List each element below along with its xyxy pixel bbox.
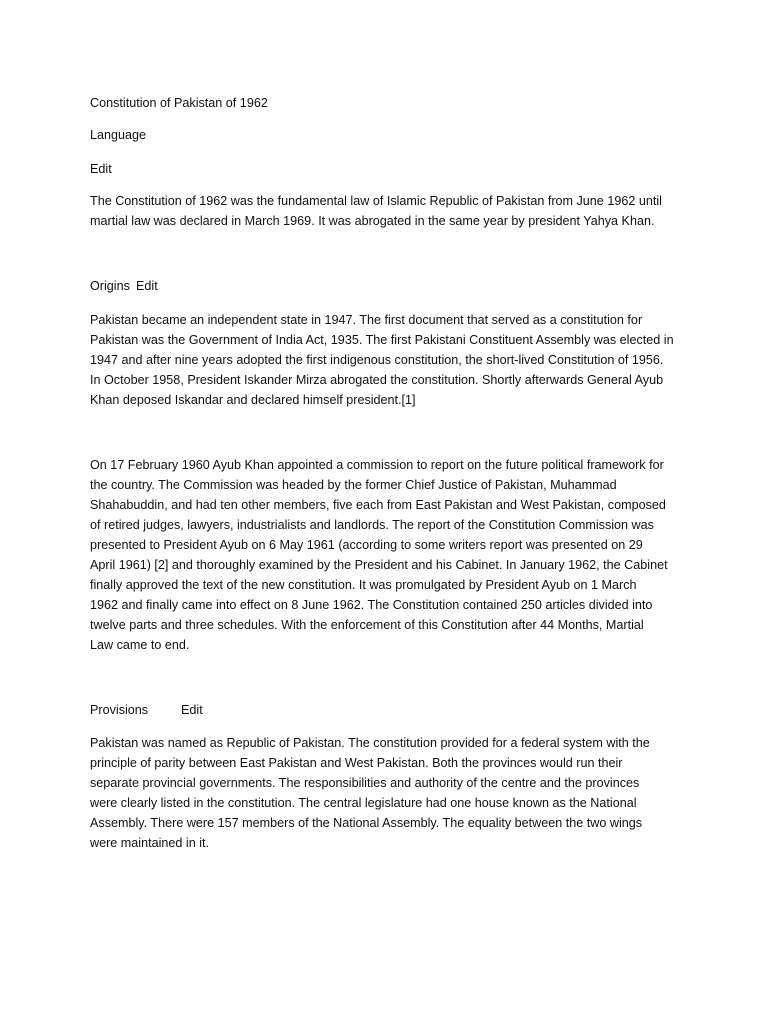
origins-p2-line: Shahabuddin, and had ten other members, five each from East Pakistan and West Pakistan, composed (90, 498, 666, 512)
origins-heading: Origins (90, 279, 130, 293)
origins-p2-line: Law came to end. (90, 638, 190, 652)
origins-p2-line: presented to President Ayub on 6 May 1961 (according to some writers report was presented on 29 (90, 538, 643, 552)
provisions-line: principle of parity between East Pakistan and West Pakistan. Both the provinces would run their (90, 756, 623, 770)
provisions-edit-link[interactable]: Edit (181, 703, 203, 717)
provisions-line: separate provincial governments. The responsibilities and authority of the centre and the provinces (90, 776, 640, 790)
intro-line: The Constitution of 1962 was the fundamental law of Islamic Republic of Pakistan from June 1962 until (90, 194, 662, 208)
origins-p2-line: April 1961) [2] and thoroughly examined by the President and his Cabinet. In January 1962, the Cabinet (90, 558, 668, 572)
origins-p2-line: 1962 and finally came into effect on 8 June 1962. The Constitution contained 250 articles divided into (90, 598, 653, 612)
origins-p2-line: of retired judges, lawyers, industrialists and landlords. The report of the Constitution Commission was (90, 518, 654, 532)
origins-p1-line: In October 1958, President Iskander Mirza abrogated the constitution. Shortly afterwards General Ayub (90, 373, 664, 387)
origins-heading-row (90, 276, 690, 296)
origins-p1-line: Pakistan became an independent state in 1947. The first document that served as a constitution for (90, 313, 643, 327)
origins-p1-line: 1947 and after nine years adopted the first indigenous constitution, the short-lived Constitution of 1956. (90, 353, 664, 367)
origins-p2-line: twelve parts and three schedules. With the enforcement of this Constitution after 44 Months, Martial (90, 618, 644, 632)
provisions-line: Pakistan was named as Republic of Pakistan. The constitution provided for a federal system with the (90, 736, 650, 750)
provisions-line: Assembly. There were 157 members of the National Assembly. The equality between the two wings (90, 816, 643, 830)
origins-edit-link[interactable]: Edit (136, 279, 158, 293)
provisions-heading: Provisions (90, 703, 149, 717)
provisions-heading-row (90, 700, 690, 720)
origins-p1-line: Pakistan was the Government of India Act, 1935. The first Pakistani Constituent Assembly was elected in (90, 333, 674, 347)
provisions-line: were clearly listed in the constitution. The central legislature had one house known as the National (90, 796, 637, 810)
provisions-line: were maintained in it. (90, 836, 210, 850)
origins-p2-line: On 17 February 1960 Ayub Khan appointed a commission to report on the future political framework for (90, 458, 664, 472)
origins-p2-line: the country. The Commission was headed by the former Chief Justice of Pakistan, Muhammad (90, 478, 617, 492)
document-title: Constitution of Pakistan of 1962 (90, 96, 268, 110)
origins-p2-line: finally approved the text of the new constitution. It was promulgated by President Ayub on 1 March (90, 578, 637, 592)
origins-p1-line: Khan deposed Iskandar and declared himself president.[1] (90, 393, 416, 407)
intro-line: martial law was declared in March 1969. It was abrogated in the same year by president Yahya Khan. (90, 214, 655, 228)
edit-link[interactable]: Edit (90, 162, 112, 176)
language-link[interactable]: Language (90, 128, 147, 142)
